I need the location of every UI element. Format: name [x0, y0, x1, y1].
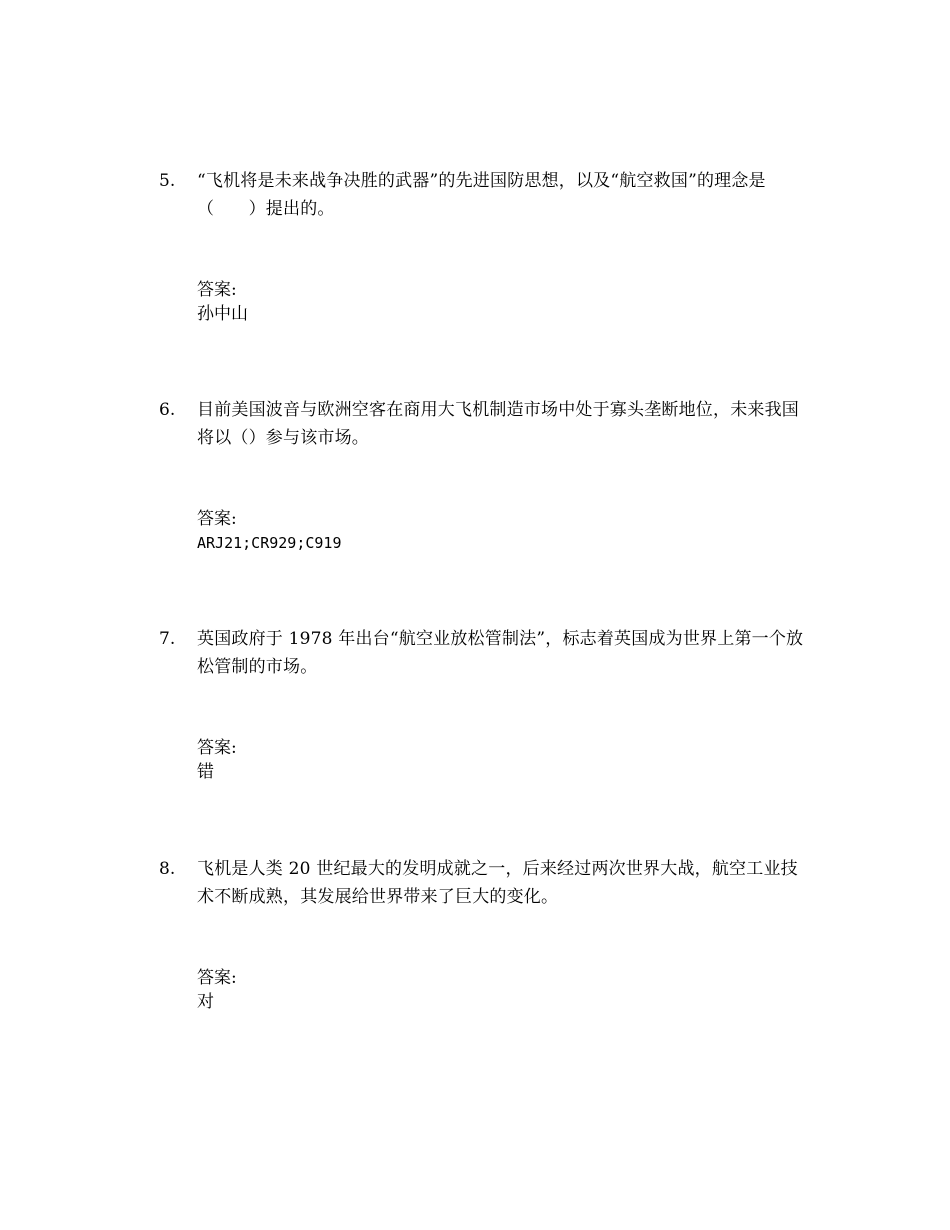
question-number: 5. [159, 171, 176, 191]
question-number: 7. [159, 629, 176, 649]
answer-block [197, 278, 597, 326]
answer-value: 对 [197, 992, 214, 1012]
answer-label: 答案: [197, 509, 237, 529]
answer-value: ARJ21;CR929;C919 [197, 534, 342, 552]
question-text: 飞机是人类 20 世纪最大的发明成就之一，后来经过两次世界大战，航空工业技术不断成熟，其发展给世界带来了巨大的变化。 [197, 859, 798, 907]
question-number: 6. [159, 400, 176, 420]
answer-label: 答案: [197, 280, 237, 300]
question-number: 8. [159, 859, 176, 879]
answer-value: 错 [197, 762, 214, 782]
answer-block [197, 966, 597, 1014]
answer-value: 孙中山 [197, 304, 248, 324]
question-text: “飞机将是未来战争决胜的武器”的先进国防思想，以及“航空救国”的理念是（ ）提出的。 [197, 171, 766, 219]
question-text: 目前美国波音与欧洲空客在商用大飞机制造市场中处于寡头垄断地位，未来我国将以（）参与该市场。 [197, 400, 799, 448]
answer-label: 答案: [197, 968, 237, 988]
answer-label: 答案: [197, 738, 237, 758]
answer-block [197, 507, 597, 555]
answer-block [197, 736, 597, 784]
question-text: 英国政府于 1978 年出台“航空业放松管制法”，标志着英国成为世界上第一个放松管制的市场。 [197, 629, 804, 677]
